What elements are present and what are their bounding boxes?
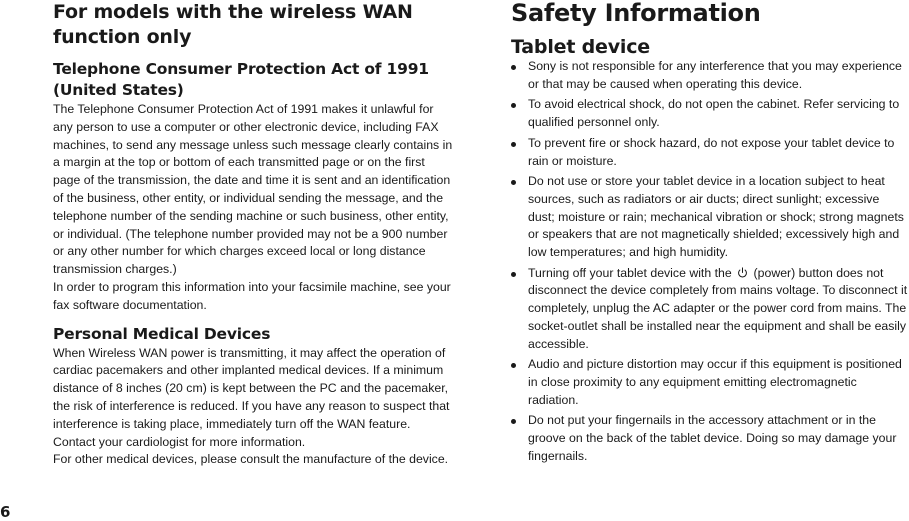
right-column	[511, 0, 909, 468]
tcpa-paragraph-1: The Telephone Consumer Protection Act of 1991 makes it unlawful for any person to use a computer or other electronic device, including FAX machines, to send any message unless such message clearly contains in a margin at the top or bottom of each transmitted page or on the first page of the transmission, the date and time it is sent and an identification of the business, other entity, or individual sending the message, and the telephone number of the sending machine or such business, other entity, or individual. (The telephone number provided may not be a 900 number or any other number for which charges exceed local or long distance transmission charges.)	[53, 102, 453, 277]
bullet-icon	[511, 65, 516, 70]
bullet-icon	[511, 103, 516, 108]
medical-devices-heading: Personal Medical Devices	[53, 324, 271, 343]
power-icon	[737, 267, 748, 278]
list-item	[511, 412, 909, 465]
tablet-device-heading: Tablet device	[511, 36, 650, 58]
bullet-text: Do not use or store your tablet device in a location subject to heat sources, such as radiators or air ducts; direct sunlight; excessive dust; moisture or rain; mechanical vibration or shock; strong magnets or speakers that are not magnetically shielded; excessively high and low temperatures; and high humidity.	[528, 174, 904, 260]
tcpa-paragraph-2: In order to program this information into your facsimile machine, see your fax software documentation.	[53, 279, 451, 312]
bullet-text: To prevent fire or shock hazard, do not expose your tablet device to rain or moisture.	[528, 135, 895, 168]
wan-section-heading: For models with the wireless WAN function only	[53, 1, 413, 48]
list-item	[511, 173, 909, 262]
left-column	[53, 0, 453, 469]
bullet-text: Do not put your fingernails in the accessory attachment or in the groove on the back of the tablet device. Doing so may damage your fingernails.	[528, 413, 897, 463]
bullet-text: To avoid electrical shock, do not open the cabinet. Refer servicing to qualified personnel only.	[528, 97, 900, 130]
power-bullet-text-after: (power) button does not disconnect the device completely from mains voltage. To disconnect it completely, unplug the AC adapter or the power cord from mains. The socket-outlet shall be installed near the equipment and shall be easily accessible.	[528, 265, 908, 351]
list-item	[511, 265, 909, 354]
list-item	[511, 58, 909, 93]
bullet-icon	[511, 363, 516, 368]
bullet-text: Audio and picture distortion may occur if this equipment is positioned in close proximity to any equipment emitting electromagnetic radiation.	[528, 357, 902, 407]
power-bullet-text-before: Turning off your tablet device with the	[528, 265, 732, 280]
safety-bullet-list	[511, 58, 909, 465]
safety-information-title: Safety Information	[511, 0, 761, 27]
medical-paragraph-2: For other medical devices, please consult the manufacture of the device.	[53, 452, 449, 467]
page-number: 6	[0, 503, 11, 521]
bullet-text: Sony is not responsible for any interference that you may experience or that may be caused when operating this device.	[528, 59, 902, 91]
list-item	[511, 356, 909, 409]
tcpa-heading: Telephone Consumer Protection Act of 1991 (United States)	[53, 60, 429, 99]
bullet-icon	[511, 272, 516, 277]
medical-paragraph-1: When Wireless WAN power is transmitting, it may affect the operation of cardiac pacemakers and other implanted medical devices. If a minimum distance of 8 inches (20 cm) is kept between the PC and the pacemaker, the risk of interference is reduced. If you have any reason to suspect that interference is taking place, immediately turn off the WAN feature. Contact your cardiologist for more information.	[53, 345, 450, 449]
bullet-icon	[511, 419, 516, 424]
list-item	[511, 96, 909, 131]
bullet-icon	[511, 180, 516, 185]
bullet-icon	[511, 142, 516, 147]
list-item	[511, 135, 909, 170]
